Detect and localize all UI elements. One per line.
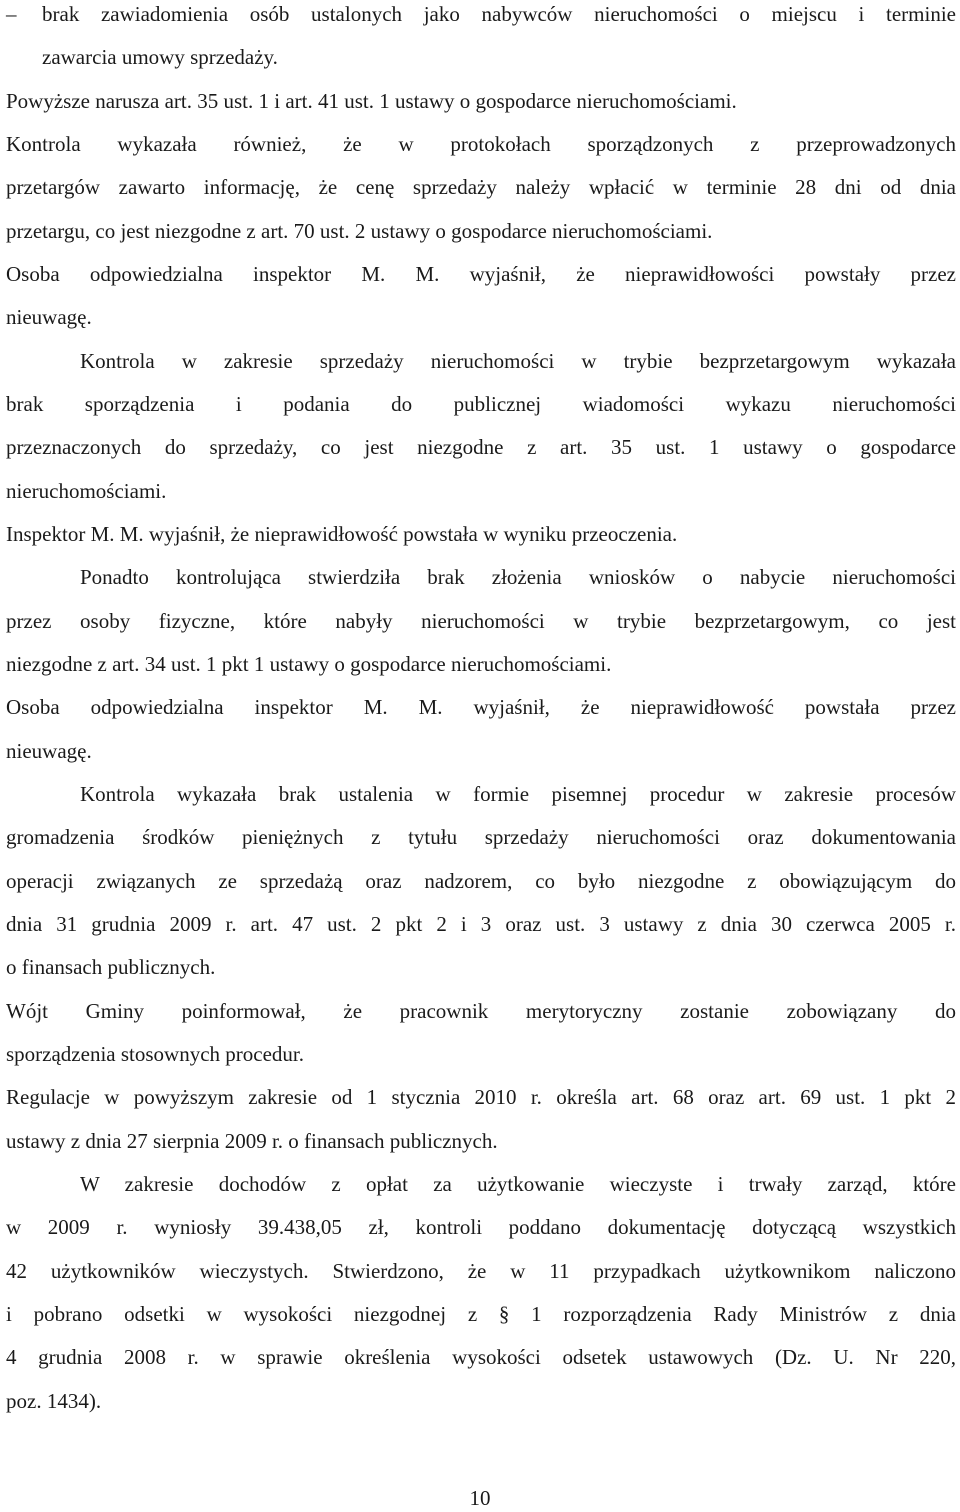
text-line: Osoba odpowiedzialna inspektor M. M. wyjaśnił, że nieprawidłowości powstały przez <box>6 262 956 286</box>
text-line: przetargu, co jest niezgodne z art. 70 ust. 2 ustawy o gospodarce nieruchomościami. <box>6 219 713 243</box>
text-line: Wójt Gminy poinformował, że pracownik merytoryczny zostanie zobowiązany do <box>6 999 956 1023</box>
text-line: Kontrola wykazała również, że w protokołach sporządzonych z przeprowadzonych <box>6 132 956 156</box>
text-line: Regulacje w powyższym zakresie od 1 stycznia 2010 r. określa art. 68 oraz art. 69 ust. 1 pkt 2 <box>6 1085 956 1109</box>
text-line: nieruchomościami. <box>6 479 167 503</box>
text-line: Powyższe narusza art. 35 ust. 1 i art. 41 ust. 1 ustawy o gospodarce nieruchomościami. <box>6 89 737 113</box>
text-line: dnia 31 grudnia 2009 r. art. 47 ust. 2 pkt 2 i 3 oraz ust. 3 ustawy z dnia 30 czerwca 2005 r. <box>6 912 956 936</box>
text-line: zawarcia umowy sprzedaży. <box>42 45 278 69</box>
text-line: operacji związanych ze sprzedażą oraz nadzorem, co było niezgodne z obowiązującym do <box>6 869 956 893</box>
text-line: Kontrola w zakresie sprzedaży nieruchomości w trybie bezprzetargowym wykazała <box>80 349 956 373</box>
text-line: sporządzenia stosownych procedur. <box>6 1042 304 1066</box>
text-line: Osoba odpowiedzialna inspektor M. M. wyjaśnił, że nieprawidłowość powstała przez <box>6 695 956 719</box>
page-number: 10 <box>469 1486 491 1510</box>
text-line: nieuwagę. <box>6 305 92 329</box>
text-line: poz. 1434). <box>6 1389 102 1413</box>
text-line: Ponadto kontrolująca stwierdziła brak złożenia wniosków o nabycie nieruchomości <box>80 565 956 589</box>
text-line: przeznaczonych do sprzedaży, co jest niezgodne z art. 35 ust. 1 ustawy o gospodarce <box>6 435 956 459</box>
text-line: gromadzenia środków pieniężnych z tytułu sprzedaży nieruchomości oraz dokumentowania <box>6 825 956 849</box>
text-line: ustawy z dnia 27 sierpnia 2009 r. o finansach publicznych. <box>6 1129 498 1153</box>
text-line: Inspektor M. M. wyjaśnił, że nieprawidłowość powstała w wyniku przeoczenia. <box>6 522 678 546</box>
text-line: nieuwagę. <box>6 739 92 763</box>
text-line: brak zawiadomienia osób ustalonych jako nabywców nieruchomości o miejscu i terminie <box>42 2 956 26</box>
text-line: przez osoby fizyczne, które nabyły nieruchomości w trybie bezprzetargowym, co jest <box>6 609 956 633</box>
text-line: i pobrano odsetki w wysokości niezgodnej z § 1 rozporządzenia Rady Ministrów z dnia <box>6 1302 956 1326</box>
text-line: W zakresie dochodów z opłat za użytkowanie wieczyste i trwały zarząd, które <box>80 1172 956 1196</box>
text-line: 42 użytkowników wieczystych. Stwierdzono, że w 11 przypadkach użytkownikom naliczono <box>6 1259 956 1283</box>
text-line: przetargów zawarto informację, że cenę sprzedaży należy wpłacić w terminie 28 dni od dnia <box>6 175 956 199</box>
text-line: brak sporządzenia i podania do publicznej wiadomości wykazu nieruchomości <box>6 392 956 416</box>
text-line: 4 grudnia 2008 r. w sprawie określenia wysokości odsetek ustawowych (Dz. U. Nr 220, <box>6 1345 956 1369</box>
text-line: niezgodne z art. 34 ust. 1 pkt 1 ustawy o gospodarce nieruchomościami. <box>6 652 612 676</box>
bullet-dash: – <box>6 2 17 26</box>
text-line: Kontrola wykazała brak ustalenia w formie pisemnej procedur w zakresie procesów <box>80 782 956 806</box>
text-line: o finansach publicznych. <box>6 955 216 979</box>
text-line: w 2009 r. wyniosły 39.438,05 zł, kontroli poddano dokumentację dotyczącą wszystkich <box>6 1215 956 1239</box>
